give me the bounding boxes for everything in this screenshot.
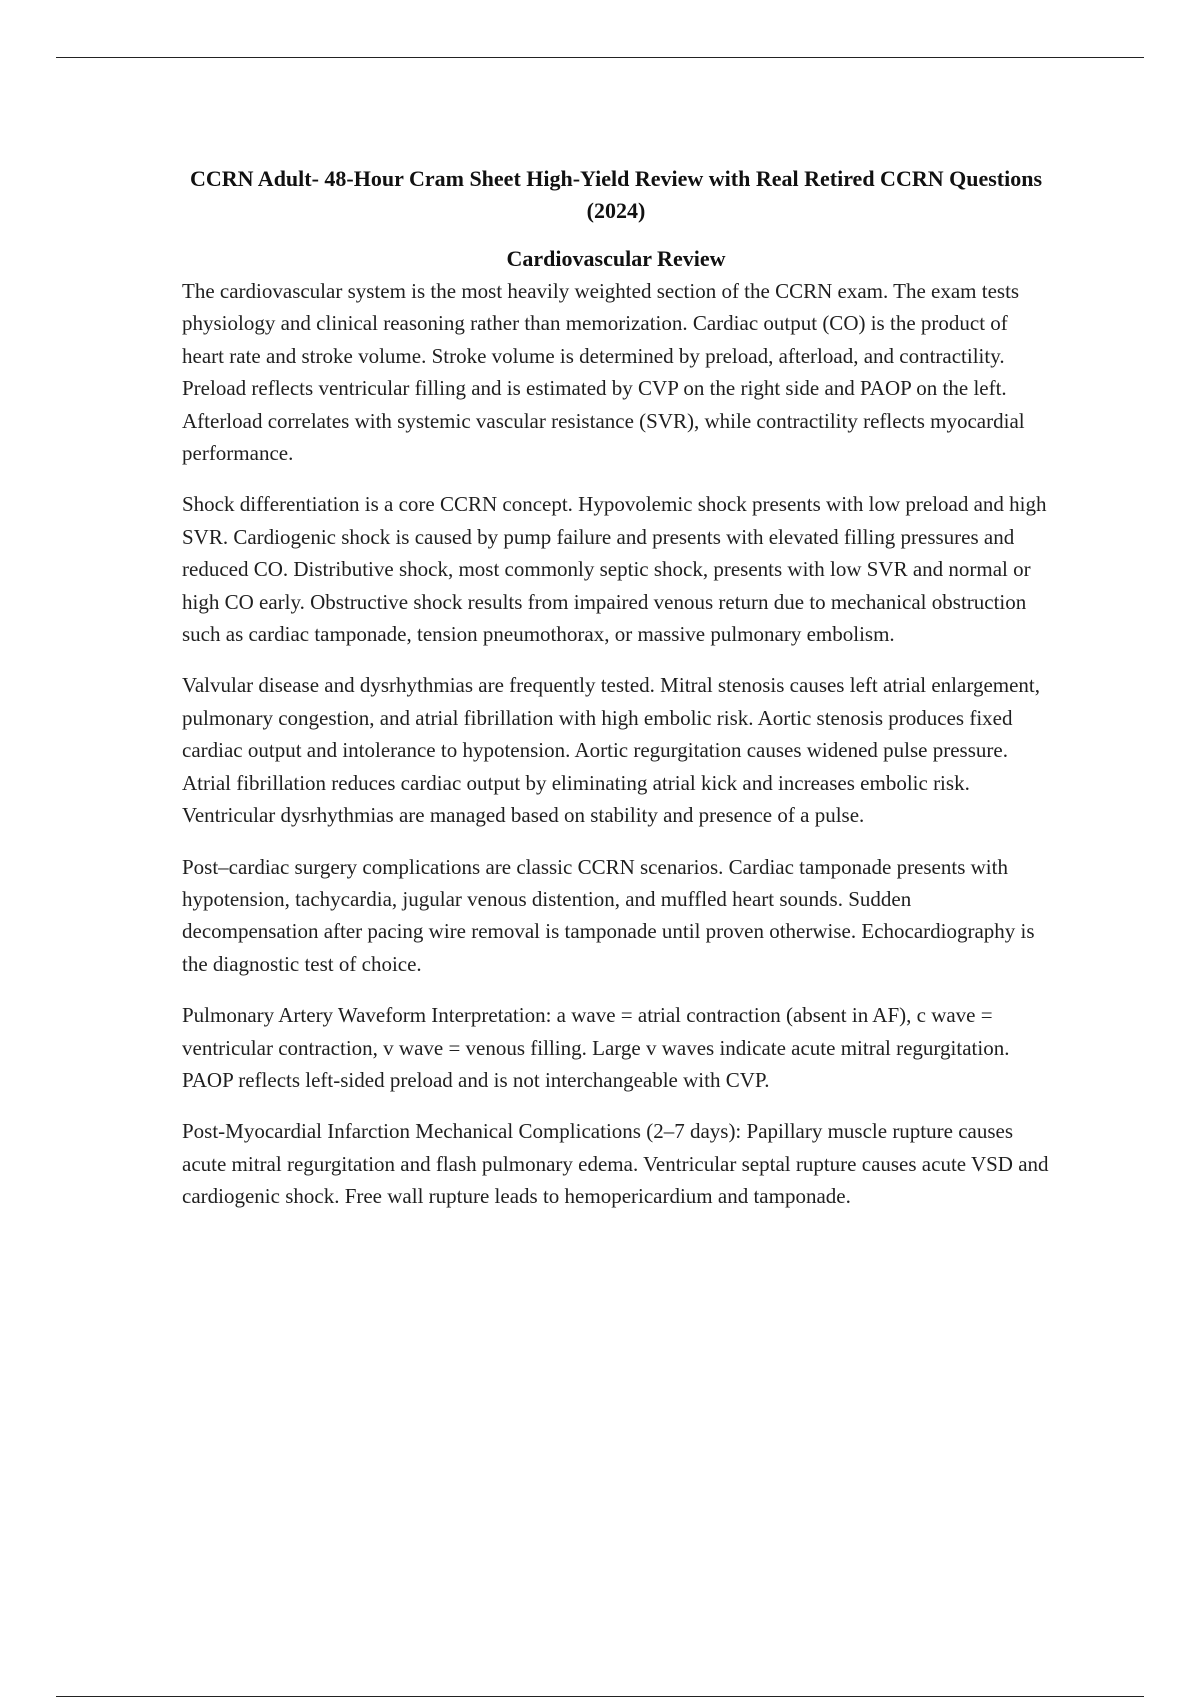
paragraph-post-mi-complications: Post-Myocardial Infarction Mechanical Complications (2–7 days): Papillary muscle rupture causes acute mitral regurgitation and flash pulmonary edema. Ventricular septal rupture causes acute VSD and cardiogenic shock. Free wall rupture leads to hemopericardium and tamponade. bbox=[182, 1119, 1049, 1209]
section-heading-cardiovascular: Cardiovascular Review bbox=[506, 246, 726, 271]
paragraph-shock-differentiation: Shock differentiation is a core CCRN concept. Hypovolemic shock presents with low preload and high SVR. Cardiogenic shock is caused by pump failure and presents with elevated filling pressures and reduced CO. Distributive shock, most commonly septic shock, presents with low SVR and normal or high CO early. Obstructive shock results from impaired venous return due to mechanical obstruction such as cardiac tamponade, tension pneumothorax, or massive pulmonary embolism. bbox=[182, 492, 1047, 647]
paragraph-pa-waveform: Pulmonary Artery Waveform Interpretation: a wave = atrial contraction (absent in AF), c wave = ventricular contraction, v wave = venous filling. Large v waves indicate acute mitral regurgitation. PAOP reflects left-sided preload and is not interchangeable with CVP. bbox=[182, 1003, 1010, 1092]
document-body bbox=[182, 163, 1050, 1232]
bottom-divider bbox=[56, 1696, 1144, 1697]
top-divider bbox=[56, 57, 1144, 58]
paragraph-post-cardiac-surgery: Post–cardiac surgery complications are classic CCRN scenarios. Cardiac tamponade presents with hypotension, tachycardia, jugular venous distention, and muffled heart sounds. Sudden decompensation after pacing wire removal is tamponade until proven otherwise. Echocardiography is the diagnostic test of choice. bbox=[182, 854, 1035, 976]
paragraph-valvular-dysrhythmias: Valvular disease and dysrhythmias are frequently tested. Mitral stenosis causes left atrial enlargement, pulmonary congestion, and atrial fibrillation with high embolic risk. Aortic stenosis produces fixed cardiac output and intolerance to hypotension. Aortic regurgitation causes widened pulse pressure. Atrial fibrillation reduces cardiac output by eliminating atrial kick and increases embolic risk. Ventricular dysrhythmias are managed based on stability and presence of a pulse. bbox=[182, 673, 1041, 828]
document-title: CCRN Adult- 48-Hour Cram Sheet High-Yield Review with Real Retired CCRN Questions (2024) bbox=[189, 166, 1043, 223]
paragraph-cardiovascular-overview: The cardiovascular system is the most heavily weighted section of the CCRN exam. The exam tests physiology and clinical reasoning rather than memorization. Cardiac output (CO) is the product of heart rate and stroke volume. Stroke volume is determined by preload, afterload, and contractility. Preload reflects ventricular filling and is estimated by CVP on the right side and PAOP on the left. Afterload correlates with systemic vascular resistance (SVR), while contractility reflects myocardial performance. bbox=[182, 279, 1025, 466]
